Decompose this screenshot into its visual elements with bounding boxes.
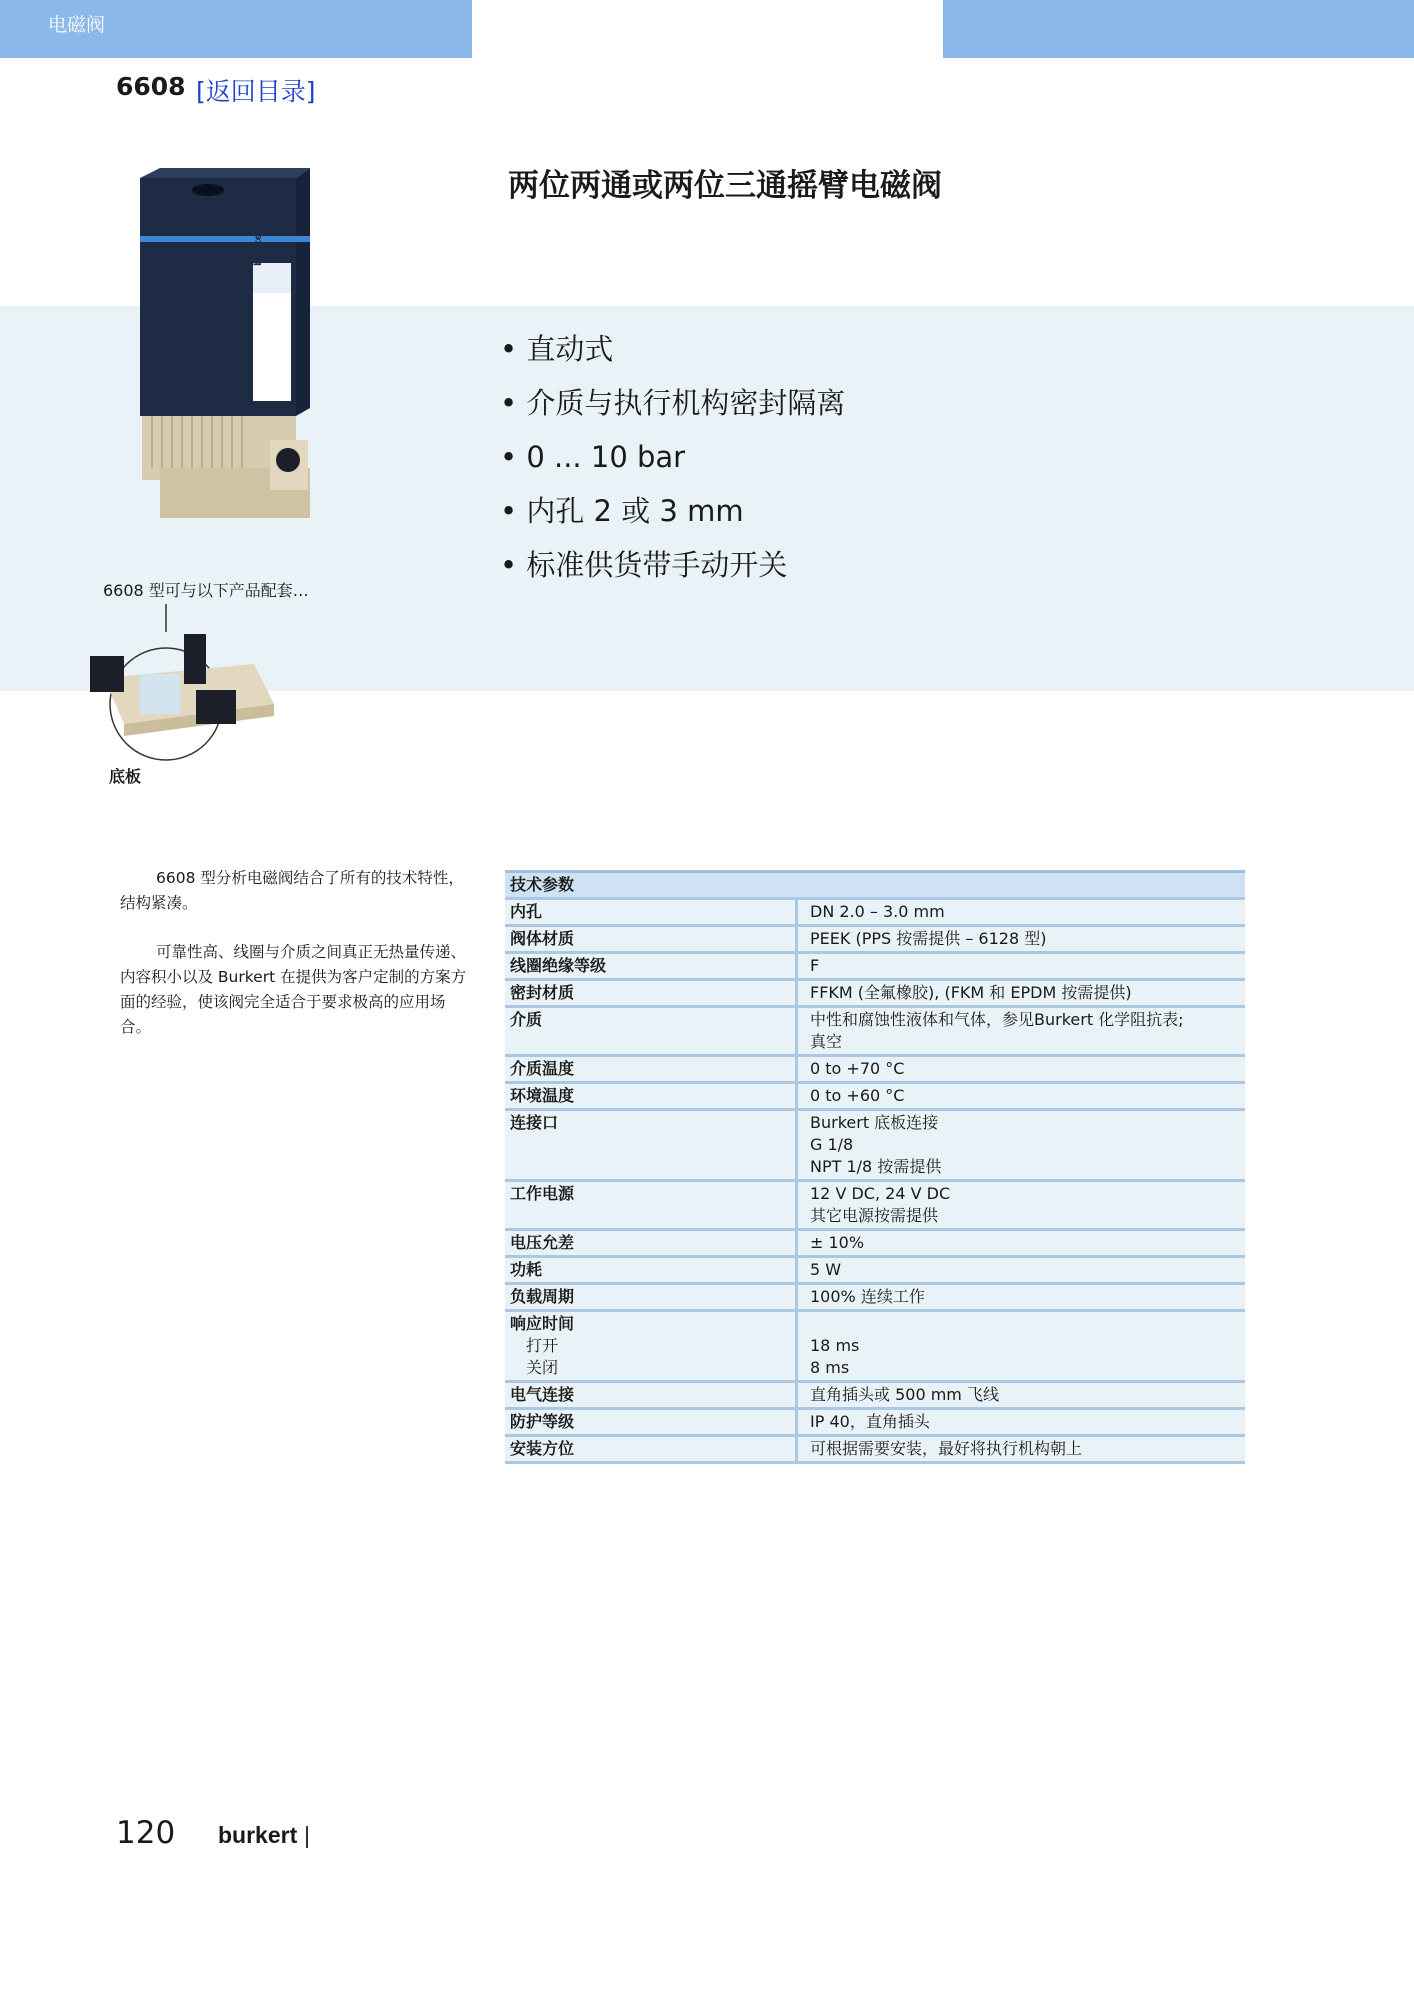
table-row — [505, 1056, 1245, 1083]
spec-value: ± 10% — [797, 1230, 1246, 1257]
burkert-logo: burkert — [218, 1822, 298, 1848]
table-row — [505, 899, 1245, 926]
spec-key: 电压允差 — [505, 1230, 797, 1257]
compatibility-caption: 6608 型可与以下产品配套… — [103, 581, 309, 600]
spec-value: 0 to +70 °C — [797, 1056, 1246, 1083]
table-row — [505, 1007, 1245, 1056]
table-row — [505, 953, 1245, 980]
spec-value-line: G 1/8 — [810, 1135, 854, 1154]
spec-value: 100% 连续工作 — [797, 1284, 1246, 1311]
valve-product-image — [130, 168, 320, 528]
section-label: 电磁阀 — [48, 14, 106, 36]
spec-subkey: 打开 — [526, 1336, 559, 1355]
spec-value: 直角插头或 500 mm 飞线 — [797, 1382, 1246, 1409]
table-row — [505, 1110, 1245, 1181]
feature-item: • 标准供货带手动开关 — [500, 541, 845, 595]
spec-key: 功耗 — [505, 1257, 797, 1284]
table-row — [505, 980, 1245, 1007]
spec-value-line: 12 V DC, 24 V DC — [810, 1184, 951, 1203]
spec-key: 连接口 — [505, 1110, 797, 1181]
spec-value-line: 中性和腐蚀性液体和气体，参见Burkert 化学阻抗表; — [810, 1010, 1184, 1029]
spec-value-line: 其它电源按需提供 — [810, 1206, 939, 1225]
table-row — [505, 1181, 1245, 1230]
spec-key: 环境温度 — [505, 1083, 797, 1110]
spec-value-line: NPT 1/8 按需提供 — [810, 1157, 942, 1176]
table-row — [505, 1436, 1245, 1463]
header-bar-right — [943, 0, 1414, 58]
spec-key: 安装方位 — [505, 1436, 797, 1463]
feature-item: • 0 ... 10 bar — [500, 433, 845, 487]
spec-key: 工作电源 — [505, 1181, 797, 1230]
spec-key: 介质温度 — [505, 1056, 797, 1083]
description-paragraph: 6608 型分析电磁阀结合了所有的技术特性， 结构紧凑。 — [120, 869, 464, 912]
spec-key-label: 响应时间 — [510, 1314, 575, 1333]
spec-value: IP 40，直角插头 — [797, 1409, 1246, 1436]
spec-key: 阀体材质 — [505, 926, 797, 953]
spec-key: 电气连接 — [505, 1382, 797, 1409]
feature-item: • 内孔 2 或 3 mm — [500, 487, 845, 541]
product-title: 两位两通或两位三通摇臂电磁阀 — [508, 168, 942, 204]
spec-value: 5 W — [797, 1257, 1246, 1284]
description-paragraph: 可靠性高、线圈与介质之间真正无热量传递、内容积小以及 Burkert 在提供为客户定制的方案方面的经验，使该阀完全适合于要求极高的应用场合。 — [120, 943, 467, 1036]
spec-key: 介质 — [505, 1007, 797, 1056]
spec-key: 内孔 — [505, 899, 797, 926]
table-row — [505, 1083, 1245, 1110]
spec-value: DN 2.0 – 3.0 mm — [797, 899, 1246, 926]
spec-value: 可根据需要安装，最好将执行机构朝上 — [797, 1436, 1246, 1463]
spec-value — [797, 1311, 1246, 1382]
spec-key: 线圈绝缘等级 — [505, 953, 797, 980]
model-number: 6608 — [116, 72, 186, 101]
table-row — [505, 1257, 1245, 1284]
baseplate-label: 底板 — [109, 767, 142, 786]
spec-value: 0 to +60 °C — [797, 1083, 1246, 1110]
spec-value — [797, 1181, 1246, 1230]
spec-table-header: 技术参数 — [505, 872, 1245, 899]
table-row — [505, 926, 1245, 953]
spec-value — [797, 1007, 1246, 1056]
baseplate-image — [84, 604, 284, 764]
spec-table — [505, 870, 1245, 1464]
table-row — [505, 1230, 1245, 1257]
feature-list — [500, 325, 845, 595]
spec-key — [505, 1311, 797, 1382]
feature-item: • 介质与执行机构密封隔离 — [500, 379, 845, 433]
spec-value-line: Burkert 底板连接 — [810, 1113, 939, 1132]
table-row — [505, 1284, 1245, 1311]
spec-value-line: 8 ms — [810, 1358, 850, 1377]
spec-value: F — [797, 953, 1246, 980]
burkert-product-label: burkert — [253, 223, 264, 266]
page-number: 120 — [116, 1815, 176, 1851]
table-row — [505, 1409, 1245, 1436]
table-row — [505, 1311, 1245, 1382]
spec-key: 防护等级 — [505, 1409, 797, 1436]
spec-value: FFKM (全氟橡胶), (FKM 和 EPDM 按需提供) — [797, 980, 1246, 1007]
spec-key: 负载周期 — [505, 1284, 797, 1311]
spec-value-line: 18 ms — [810, 1336, 860, 1355]
spec-subkey: 关闭 — [526, 1358, 559, 1377]
table-row — [505, 1382, 1245, 1409]
footer-divider — [306, 1826, 308, 1848]
spec-value-line: 真空 — [810, 1032, 843, 1051]
spec-key: 密封材质 — [505, 980, 797, 1007]
feature-item: • 直动式 — [500, 325, 845, 379]
back-to-contents-link[interactable]: [返回目录] — [196, 77, 316, 106]
spec-value — [797, 1110, 1246, 1181]
spec-value: PEEK (PPS 按需提供 – 6128 型) — [797, 926, 1246, 953]
